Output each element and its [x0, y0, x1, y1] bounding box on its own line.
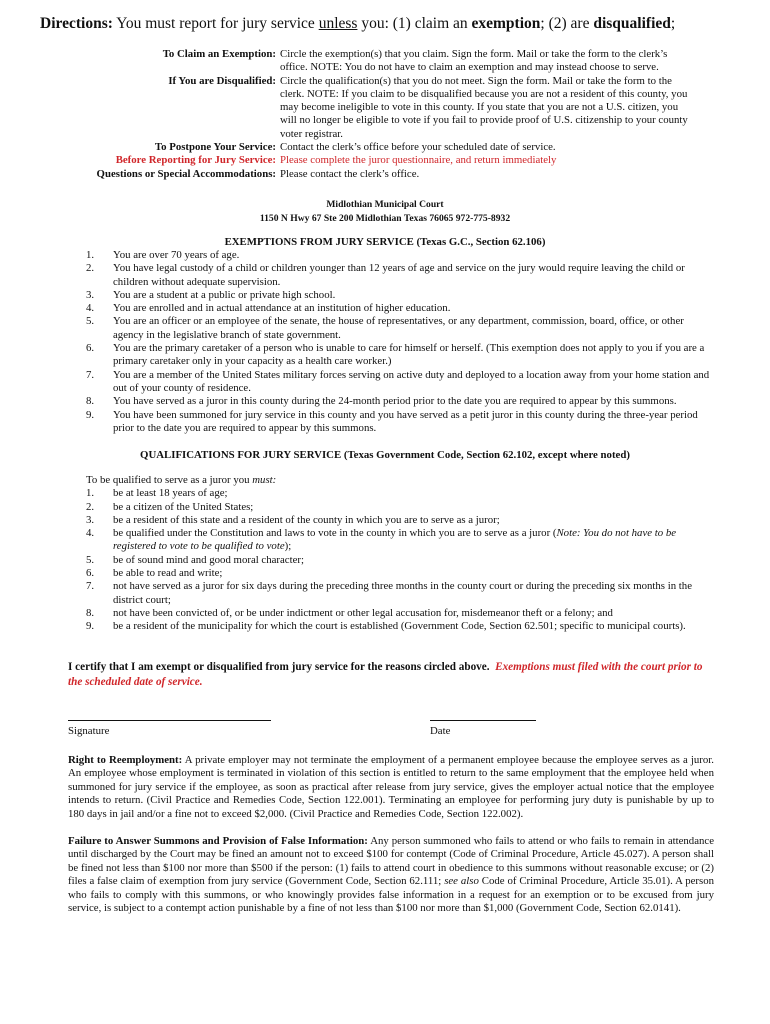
court-address: 1150 N Hwy 67 Ste 200 Midlothian Texas 76065 972-775-8932 — [259, 213, 511, 224]
signature-line[interactable] — [68, 720, 271, 721]
list-item: 1. be at least 18 years of age; — [86, 487, 228, 500]
qualifications-intro: To be qualified to serve as a juror you must: — [86, 474, 277, 486]
directions-text-3: ; (2) are — [540, 15, 594, 32]
list-item: 8. not have been convicted of, or be under indictment or other legal accusation for, misdemeanor theft or a felony; and — [86, 606, 613, 619]
list-item: 2. You have legal custody of a child or children younger than 12 years of age and service on the jury would require leaving the child or children without adequate supervision. — [86, 262, 685, 288]
directions-unless: unless — [318, 15, 358, 32]
signature-label: Signature — [68, 725, 110, 737]
instruction-text: Circle the qualification(s) that you do not meet. Sign the form. Mail or take the form to the clerk. NOTE: If you claim to be disqualified because you are not a resident of this county, you may become ineligible to vote in this county. If you state that you are not a U.S. citizen, you will no longer be eligible to vote if you fail to provide proof of U.S. citizenship to your county voter registrar. — [280, 74, 688, 140]
failure-text-2: Code of Criminal Procedure, Article 35.01). A person who fails to comply with this summons, or who knowingly provides false information in a request for an exemption or to be excused from jury service, is subject to a contempt action punishable by a fine of not less than $100 nor more than $1,000 (Government Code, Section 62.0141). — [68, 875, 715, 915]
directions-text-1: You must report for jury service — [112, 15, 319, 32]
qualification-note: Note: You do not have to be registered to vote to be qualified to vote — [113, 527, 677, 553]
list-item: 7. not have served as a juror for six days during the preceding three months in the county court or during the preceding six months in the district court; — [86, 580, 692, 606]
list-item: 5. You are an officer or an employee of the senate, the house of representatives, or any department, commission, board, office, or other agency in the legislative branch of state government. — [86, 315, 684, 341]
date-line[interactable] — [430, 720, 536, 721]
failure-see-also: see also — [444, 875, 479, 888]
directions-disqualified: disqualified — [593, 15, 671, 32]
exemptions-heading: EXEMPTIONS FROM JURY SERVICE (Texas G.C., Section 62.106) — [224, 236, 546, 248]
list-item: 6. You are the primary caretaker of a person who is unable to care for himself or herself. (This exemption does not apply to you if you are a primary caretaker only in your capacity as a health care worker.) — [86, 342, 705, 368]
instruction-row — [40, 75, 740, 141]
list-item: 5. be of sound mind and good moral character; — [86, 553, 304, 566]
certification-statement — [68, 660, 714, 690]
instructions-table — [40, 48, 740, 181]
list-item: 2. be a citizen of the United States; — [86, 500, 254, 513]
list-item: 9. You have been summoned for jury service in this county and you have served as a petit juror in this county during the three-year period prior to the date you are required to appear by this summons. — [86, 408, 698, 434]
reemployment-title: Right to Reemployment: — [68, 754, 183, 766]
instruction-label: Before Reporting for Jury Service: — [115, 154, 276, 167]
instruction-text: Please complete the juror questionnaire, and return immediately — [280, 154, 557, 167]
instruction-label: To Postpone Your Service: — [154, 141, 276, 154]
list-item: 9. be a resident of the municipality for which the court is established (Government Code, Section 62.501; specific to municipal courts). — [86, 620, 686, 633]
instruction-label: To Claim an Exemption: — [162, 48, 276, 60]
instruction-label: If You are Disqualified: — [168, 74, 276, 87]
instruction-text: Contact the clerk’s office before your scheduled date of service. — [280, 141, 556, 154]
instruction-label: Questions or Special Accommodations: — [96, 167, 276, 180]
qualifications-list — [86, 474, 716, 634]
instruction-row — [40, 48, 740, 75]
directions-prefix: Directions: — [40, 15, 113, 32]
instruction-row-highlight — [40, 154, 740, 167]
court-info — [0, 198, 770, 226]
list-item: 3. be a resident of this state and a resident of the county in which you are to serve as a juror; — [86, 513, 500, 526]
certification-text: I certify that I am exempt or disqualified from jury service for the reasons circled above. — [68, 661, 490, 673]
certification-red-note: Exemptions must filed with the court prior to the scheduled date of service. — [68, 661, 703, 688]
reemployment-paragraph — [68, 754, 714, 821]
date-label: Date — [430, 725, 451, 737]
failure-text-1: Any person summoned who fails to attend or who fails to remain in attendance until discharged by the Court may be fined an amount not to exceed $100 for contempt (Code of Criminal Procedure, Article 45.027). A person shall be fined not less than $100 nor more than $500 if the person: (1) fails to attend court in obedience to this summons without reasonable excuse; or (2) files a false claim of exemption from jury service (Government Code, Section 62.111; — [68, 835, 714, 888]
list-item: 6. be able to read and write; — [86, 567, 223, 580]
instruction-row — [40, 168, 740, 181]
instruction-text: Circle the exemption(s) that you claim. Sign the form. Mail or take the form to the clerk’s office. NOTE: You do not have to claim an exemption and may instead choose to serve. — [280, 48, 668, 74]
failure-title: Failure to Answer Summons and Provision of False Information: — [68, 835, 368, 847]
court-name: Midlothian Municipal Court — [326, 199, 444, 210]
qualifications-heading: QUALIFICATIONS FOR JURY SERVICE (Texas Government Code, Section 62.102, except where noted) — [140, 449, 630, 461]
failure-paragraph — [68, 835, 714, 915]
directions-text-2: you: (1) claim an — [357, 15, 472, 32]
instruction-row — [40, 141, 740, 154]
reemployment-text: A private employer may not terminate the employment of a permanent employee because the employee serves as a juror. An employee whose employment is terminated in violation of this section is entitled to return to the same employment that the employee held when summoned for jury service if the employee, as soon as practical after release from jury service, gives the employer actual notice that the employee intends to return. (Civil Practice and Remedies Code, Section 122.001). Terminating an employee for performing jury duty is punishable by up to 180 days in jail and/or a fine not to exceed $2,000. (Civil Practice and Remedies Code, Section 122.002). — [68, 754, 714, 820]
list-item: 4. You are enrolled and in actual attendance at an institution of higher education. — [86, 302, 451, 315]
instruction-text: Please contact the clerk’s office. — [280, 167, 420, 180]
directions-text-4: ; — [670, 15, 676, 32]
exemptions-list — [86, 249, 716, 435]
list-item: 4. be qualified under the Constitution and laws to vote in the county in which you are to serve as a juror (Note: You do not have to be registered to vote to be qualified to vote); — [86, 527, 677, 553]
directions-exemption: exemption — [471, 15, 541, 32]
list-item: 3. You are a student at a public or private high school. — [86, 288, 336, 301]
directions-line — [40, 15, 675, 33]
list-item: 8. You have served as a juror in this county during the 24-month period prior to the date you are required to appear by this summons. — [86, 395, 677, 408]
list-item: 7. You are a member of the United States military forces serving on active duty and deployed to a location away from your home station and out of your county of residence. — [86, 368, 710, 394]
list-item: 1. You are over 70 years of age. — [86, 249, 240, 261]
